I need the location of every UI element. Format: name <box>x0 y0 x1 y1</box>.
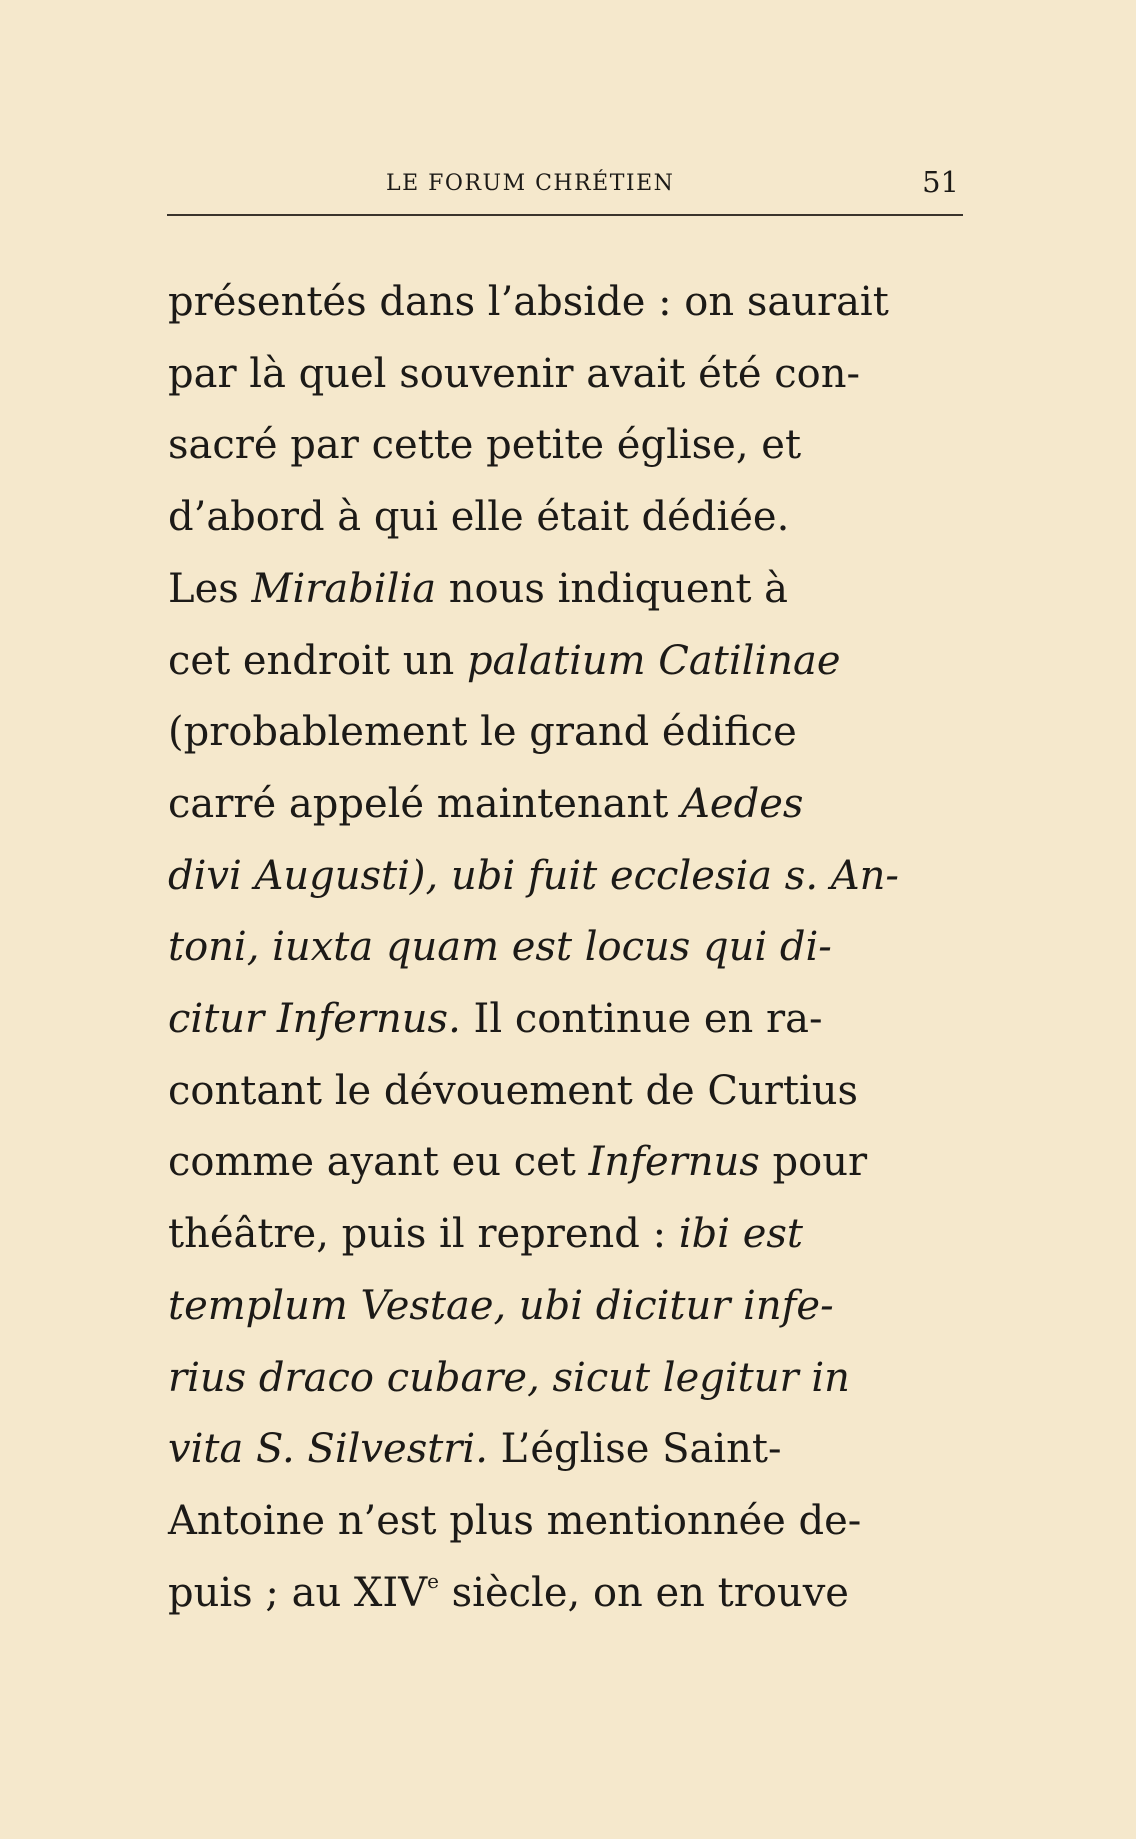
text-run: nous indiquent à <box>436 565 788 612</box>
text-run: Les <box>168 565 252 612</box>
text-line <box>168 631 963 691</box>
text-line <box>168 487 963 547</box>
text-run: Antoine n’est plus mentionnée de- <box>168 1497 862 1544</box>
text-run: siècle, on en trouve <box>438 1569 849 1616</box>
text-run: d’abord à qui elle était dédiée. <box>168 494 790 541</box>
text-run: Il continue en ra- <box>460 996 823 1042</box>
text-line <box>168 1204 963 1264</box>
italic-text: Aedes <box>681 780 804 827</box>
text-run: carré appelé maintenant <box>168 780 682 827</box>
text-run: e <box>427 1568 439 1593</box>
italic-text: citur Infernus. <box>168 996 461 1042</box>
text-line <box>168 1061 963 1121</box>
text-line <box>168 1491 963 1551</box>
text-run: présentés dans l’abside : on saurait <box>168 279 889 325</box>
italic-text: toni, iuxta quam est locus qui di- <box>168 924 832 971</box>
text-line <box>168 1348 963 1408</box>
text-line <box>168 272 963 332</box>
text-line <box>168 1132 963 1192</box>
italic-text: Mirabilia <box>251 565 437 612</box>
text-run: par là quel souvenir avait été con- <box>168 350 860 397</box>
italic-text: palatium Catilinae <box>466 637 841 684</box>
text-run: comme ayant eu cet <box>168 1139 589 1186</box>
text-run: contant le dévouement de Curtius <box>168 1067 859 1114</box>
page-number: 51 <box>922 165 959 199</box>
header-rule <box>167 214 963 216</box>
text-run: cet endroit un <box>168 637 467 684</box>
text-run: pour <box>759 1139 868 1186</box>
text-line <box>168 702 963 762</box>
text-line <box>168 989 963 1049</box>
text-line <box>168 559 963 619</box>
text-line <box>168 415 963 475</box>
text-run: (probablement le grand édifice <box>168 709 797 756</box>
italic-text: vita S. Silvestri. <box>168 1426 488 1473</box>
text-line <box>168 1276 963 1336</box>
text-run: théâtre, puis il reprend : <box>168 1211 679 1258</box>
text-line <box>168 774 963 834</box>
text-run: L’église Saint- <box>487 1426 782 1473</box>
italic-text: ibi est <box>678 1211 804 1258</box>
italic-text: templum Vestae, ubi dicitur infe- <box>168 1282 834 1329</box>
text-line <box>168 846 963 906</box>
text-line <box>168 344 963 404</box>
italic-text: Infernus <box>588 1139 760 1186</box>
italic-text: divi Augusti), ubi fuit ecclesia s. An- <box>168 852 899 899</box>
italic-text: rius draco cubare, sicut legitur in <box>168 1354 850 1401</box>
text-line <box>168 917 963 977</box>
running-head-title: LE FORUM CHRÉTIEN <box>386 171 675 196</box>
text-line <box>168 1419 963 1479</box>
text-run: sacré par cette petite église, et <box>168 422 802 469</box>
text-line <box>168 1563 963 1623</box>
running-head <box>168 165 963 199</box>
text-run: puis ; au XIV <box>168 1569 428 1616</box>
